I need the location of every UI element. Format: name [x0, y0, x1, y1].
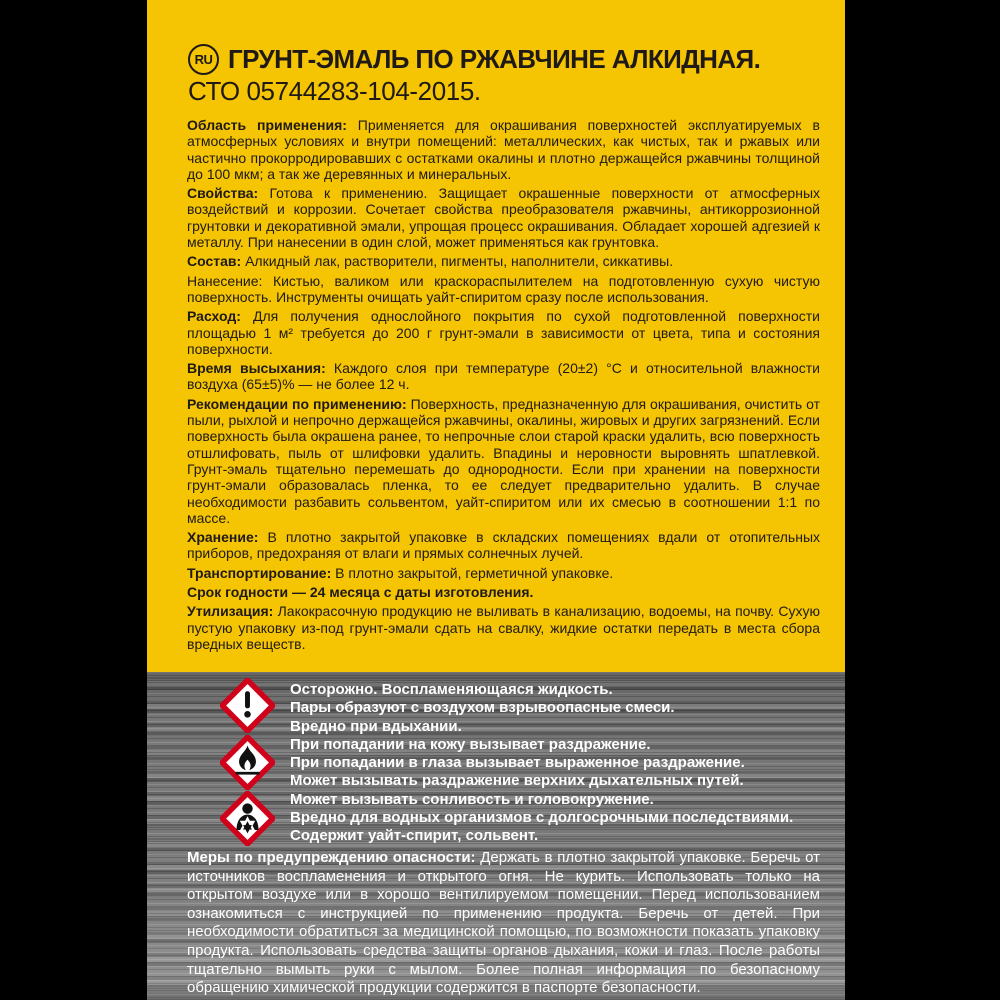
section-label: Меры по предупреждению опасности: — [187, 849, 476, 866]
section-text: Для получения однослойного покрытия по сухой подготовленной поверхности площадью 1 м² требуется до 200 г грунт-эмали в зависимости от цвета, типа и состояния поверхности. — [187, 308, 820, 357]
section-text: Алкидный лак, растворители, пигменты, наполнители, сиккативы. — [245, 253, 674, 270]
section-text: Применяется для окрашивания поверхностей эксплуатируемых в атмосферных условиях и внутри помещений: металлических, как чистых, так и ржавых или частично прокорродировавших с остатками окалины и плотно держащейся ржавчины толщиной до 100 мкм; а так же деревянных и минеральных. — [187, 117, 820, 182]
section-drying-time — [187, 360, 820, 393]
section-text: Каждого слоя при температуре (20±2) °С и относительной влажности воздуха (65±5)% — не более 12 ч. — [187, 360, 820, 393]
section-label: Область применения: — [187, 117, 347, 133]
section-text: В плотно закрытой, герметичной упаковке. — [335, 564, 614, 581]
hazard-statement-line: При попадании в глаза вызывает выраженное раздражение. — [290, 754, 745, 772]
hazard-statement-line: Содержит уайт-спирит, сольвент. — [290, 827, 539, 845]
ghs-exclamation-icon — [220, 678, 275, 733]
section-text: В плотно закрытой упаковке в складских помещениях вдали от отопительных приборов, предохраняя от влаги и прямых солнечных лучей. — [187, 529, 821, 562]
hazard-statement-line: При попадании на кожу вызывает раздражение. — [290, 735, 651, 753]
ghs-flame-icon — [220, 735, 275, 790]
section-disposal — [187, 603, 820, 652]
hazard-statement-line: Может вызывать сонливость и головокружение. — [290, 790, 654, 808]
section-text: Поверхность, предназначенную для окрашивания, очистить от пыли, рыхлой и непрочно держащейся ржавчины, окалины, жировых и других загрязнений. Если поверхность была окрашена ранее, то непрочные слои старой краски удалить, всю поверхность отшлифовать, пыль от шлифовки удалить. Впадины и неровности выровнять шпатлевкой. Грунт-эмаль тщательно перемешать до однородности. Если при хранении на поверхности грунт-эмали образовалась пленка, то ее следует предварительно удалить. В случае необходимости разбавить сольвентом, уайт-спиритом или их смесью в соотношении 1:1 по массе. — [187, 395, 820, 526]
hazard-statement-line: Вредно при вдыхании. — [290, 717, 462, 735]
section-shelf-life — [187, 584, 820, 600]
product-label — [147, 0, 845, 1000]
page-title: ГРУНТ-ЭМАЛЬ ПО РЖАВЧИНЕ АЛКИДНАЯ. — [228, 44, 761, 74]
hazard-statement-line: Осторожно. Воспламеняющаяся жидкость. — [290, 681, 613, 698]
label-sections — [187, 117, 820, 652]
section-text: Кистью, валиком или краскораспылителем на подготовленную сухую чистую поверхность. Инструменты очищать уайт-спиритом сразу после использования. — [187, 272, 820, 305]
section-text: Готова к применению. Защищает окрашенные поверхности от атмосферных воздействий и коррозии. Сочетает свойства преобразователя ржавчины, антикоррозионной грунтовки и декоративной эмали, упрощая процесс окрашивания. Обладает хорошей адгезией к металлу. При нанесении в один слой, может применяться как грунтовка. — [187, 185, 821, 251]
section-consumption — [187, 308, 820, 357]
ghs-health-hazard-icon — [220, 791, 275, 846]
header-row — [188, 44, 820, 75]
section-label: Транспортирование: — [187, 564, 332, 581]
hazard-statements — [290, 681, 831, 846]
section-application-method — [187, 273, 820, 306]
hazard-statement-line: Пары образуют с воздухом взрывоопасные смеси. — [290, 699, 675, 717]
section-label: Утилизация: — [187, 603, 274, 620]
info-section — [147, 0, 845, 672]
section-application-area — [187, 117, 820, 182]
section-storage — [187, 529, 820, 562]
standard-number: СТО 05744283-104-2015. — [188, 76, 481, 106]
section-precautionary-measures — [187, 849, 820, 998]
hazard-section — [147, 672, 845, 1000]
section-label: Расход: — [187, 308, 241, 325]
hazard-statement-line: Вредно для водных организмов с долгосрочными последствиями. — [290, 809, 794, 827]
section-label: Время высыхания: — [187, 360, 326, 377]
section-label: Свойства: — [187, 185, 259, 202]
section-transportation — [187, 565, 820, 581]
section-label: Состав: — [187, 253, 242, 270]
section-label: Срок годности — 24 месяца с даты изготовления. — [187, 584, 534, 601]
section-usage-recommendations — [187, 396, 820, 526]
section-properties — [187, 185, 820, 250]
section-text: Держать в плотно закрытой упаковке. Беречь от источников воспламенения и открытого огня. Не курить. Использовать только на открытом воздухе или в хорошо вентилируемом помещении. Перед использованием ознакомиться с инструкцией по применению продукта. Беречь от детей. При необходимости обратиться за медицинской помощью, по возможности показать упаковку продукта. Использовать средства защиты органов дыхания, кожи и глаз. После работы тщательно вымыть руки с мылом. Более полная информация по безопасному обращению химической продукции содержится в паспорте безопасности. — [187, 849, 820, 997]
section-label: Рекомендации по применению: — [187, 395, 407, 412]
section-label: Хранение: — [187, 529, 259, 546]
section-text: Лакокрасочную продукцию не выливать в канализацию, водоемы, на почву. Сухую пустую упаковку из-под грунт-эмали сдать на свалку, жидкие остатки передать в места сбора вредных веществ. — [187, 603, 820, 652]
section-composition — [187, 253, 820, 269]
section-label: Нанесение: — [187, 272, 263, 289]
hazard-statement-line: Может вызывать раздражение верхних дыхательных путей. — [290, 772, 744, 790]
ru-certification-icon: RU — [188, 44, 219, 75]
